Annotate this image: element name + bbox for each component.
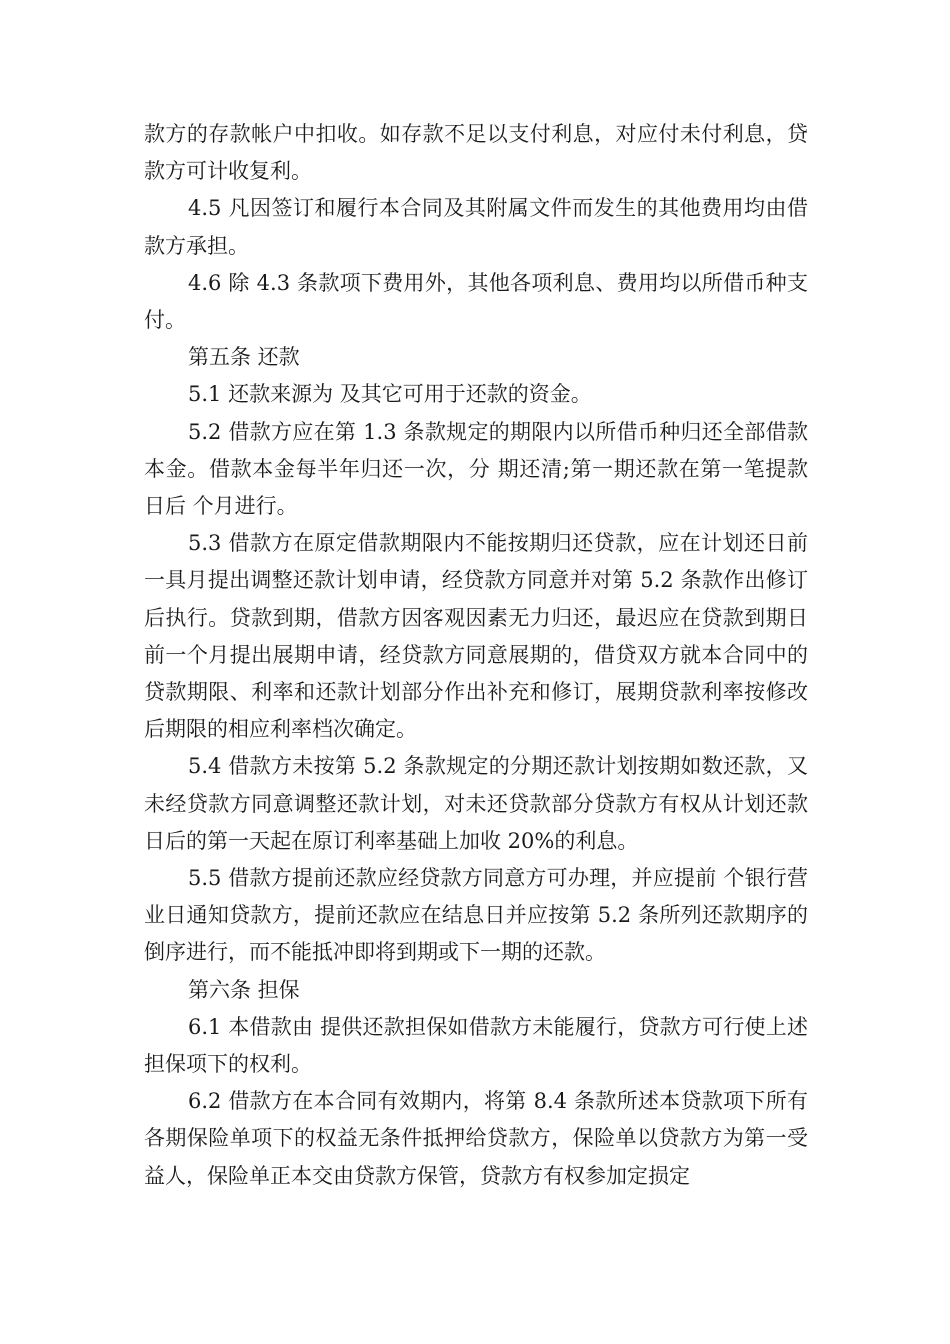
clause-6-2: 6.2 借款方在本合同有效期内，将第 8.4 条款所述本贷款项下所有各期保险单项下的权益无条件抵押给贷款方，保险单以贷款方为第一受益人，保险单正本交由贷款方保管，贷款方有权参加定损定 bbox=[144, 1089, 808, 1188]
clause-5-1: 5.1 还款来源为 及其它可用于还款的资金。 bbox=[188, 382, 592, 407]
clause-5-5: 5.5 借款方提前还款应经贷款方同意方可办理，并应提前 个银行营业日通知贷款方，提前还款应在结息日并应按第 5.2 条所列还款期序的倒序进行，而不能抵冲即将到期或下一期的还款。 bbox=[144, 866, 808, 965]
clause-6-1: 6.1 本借款由 提供还款担保如借款方未能履行，贷款方可行使上述担保项下的权利。 bbox=[144, 1014, 808, 1077]
clause-4-5: 4.5 凡因签订和履行本合同及其附属文件而发生的其他费用均由借款方承担。 bbox=[144, 196, 808, 258]
clause-5-2: 5.2 借款方应在第 1.3 条款规定的期限内以所借币种归还全部借款本金。借款本金每半年归还一次，分 期还清;第一期还款在第一笔提款日后 个月进行。 bbox=[144, 419, 808, 519]
clause-4-6: 4.6 除 4.3 条款项下费用外，其他各项利息、费用均以所借币种支付。 bbox=[144, 270, 808, 333]
article-5-heading: 第五条 还款 bbox=[188, 345, 300, 370]
clause-5-4: 5.4 借款方未按第 5.2 条款规定的分期还款计划按期如数还款，又未经贷款方同意调整还款计划，对未还贷款部分贷款方有权从计划还款日后的第一天起在原订利率基础上加收 20%的利息。 bbox=[144, 754, 808, 853]
paragraph-continued: 款方的存款帐户中扣收。如存款不足以支付利息，对应付未付利息，贷款方可计收复利。 bbox=[144, 122, 808, 184]
document-body bbox=[144, 116, 808, 1195]
clause-5-3: 5.3 借款方在原定借款期限内不能按期归还贷款，应在计划还日前一具月提出调整还款计划申请，经贷款方同意并对第 5.2 条款作出修订后执行。贷款到期，借款方因客观因素无力归还，最迟应在贷款到期日前一个月提出展期申请，经贷款方同意展期的，借贷双方就本合同中的贷款期限、利率和还款计划部分作出补充和修订，展期贷款利率按修改后期限的相应利率档次确定。 bbox=[144, 531, 808, 742]
article-6-heading: 第六条 担保 bbox=[188, 977, 300, 1002]
